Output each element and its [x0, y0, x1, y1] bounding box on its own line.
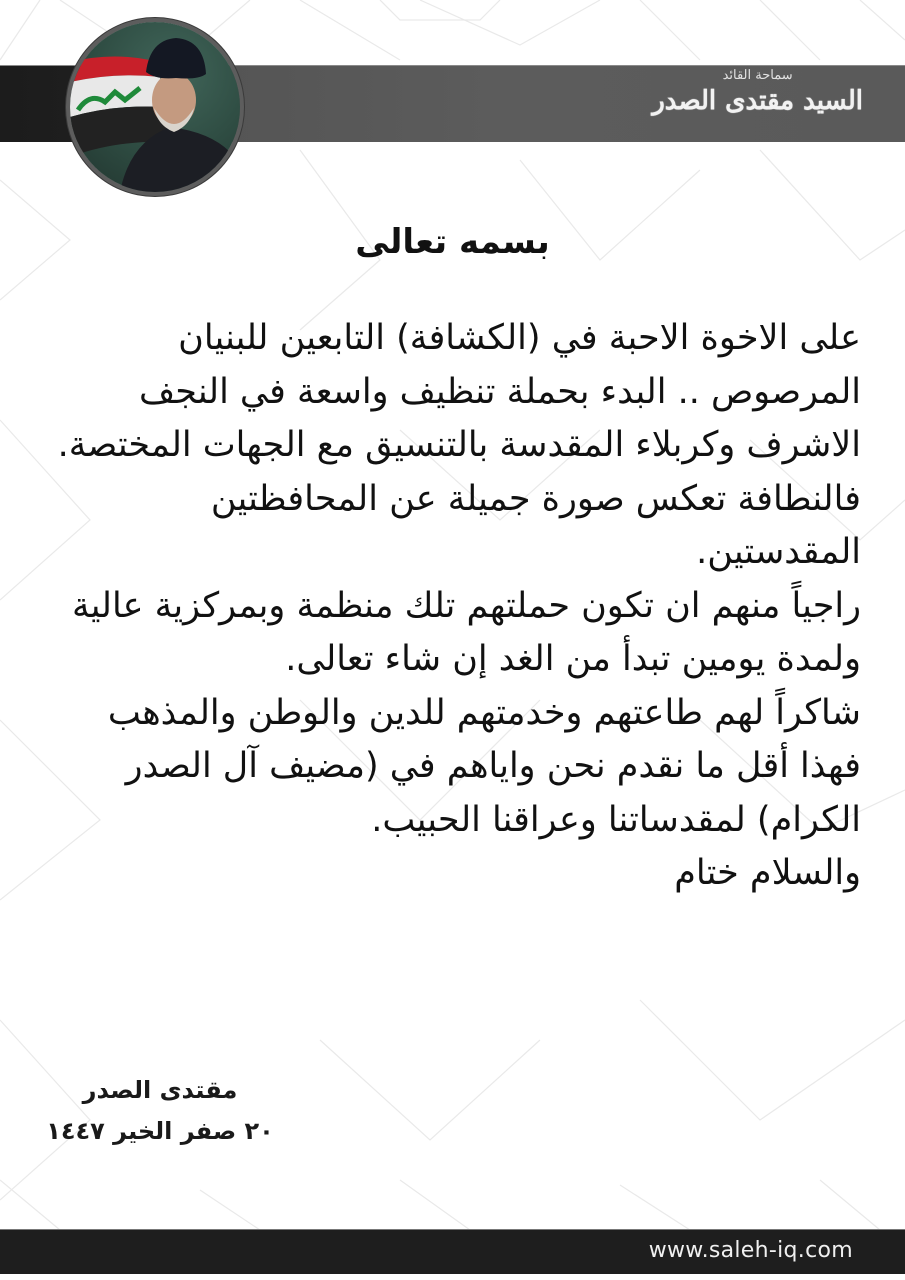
signature-date: ٢٠ صفر الخير ١٤٤٧ [46, 1117, 274, 1145]
body-line: ولمدة يومين تبدأ من الغد إن شاء تعالى. [285, 639, 861, 679]
calligraphy-subtitle: سماحة القائد [722, 68, 793, 83]
portrait-avatar [70, 22, 240, 192]
body-line: راجياً منهم ان تكون حملتهم تلك منظمة وبمركزية عالية [71, 585, 861, 626]
document-heading: بسمه تعالى [355, 222, 550, 262]
body-line: المقدستين. [696, 532, 861, 572]
signature-block [45, 1070, 275, 1152]
body-line: على الاخوة الاحبة في (الكشافة) التابعين للبنيان [178, 318, 861, 358]
body-line: والسلام ختام [674, 853, 861, 893]
signature-name: مقتدى الصدر [82, 1076, 238, 1104]
body-line: شاكراً لهم طاعتهم وخدمتهم للدين والوطن والمذهب [107, 692, 861, 733]
body-line: الكرام) لمقدساتنا وعراقنا الحبيب. [371, 799, 861, 840]
body-line: فالنطافة تعكس صورة جميلة عن المحافظتين [210, 478, 861, 519]
body-line: فهذا أقل ما نقدم نحن واياهم في (مضيف آل الصدر [125, 746, 861, 786]
body-line: المرصوص .. البدء بحملة تنظيف واسعة في النجف [139, 371, 861, 412]
calligraphy-title-block [652, 68, 863, 118]
calligraphy-title: السيد مقتدى الصدر [652, 86, 863, 116]
website-link[interactable]: www.saleh-iq.com [648, 1238, 853, 1263]
body-line: الاشرف وكربلاء المقدسة بالتنسيق مع الجهات المختصة. [57, 425, 861, 465]
portrait-image [70, 22, 240, 192]
document-body [44, 312, 861, 901]
